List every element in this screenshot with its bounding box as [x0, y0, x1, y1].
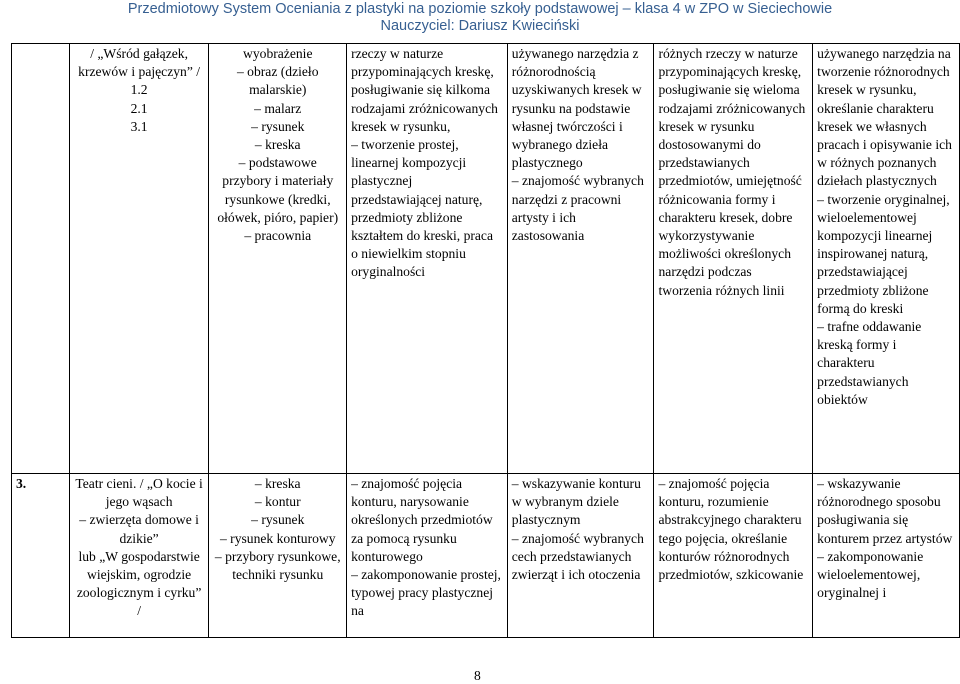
topic-text: / „Wśród gałązek, krzewów i pajęczyn” / 1.2 2.1 3.1 [78, 46, 201, 134]
concepts-cell [209, 474, 347, 638]
table-row [12, 474, 960, 638]
requirements-cell [813, 44, 960, 474]
requirements-text: – znajomość pojęcia konturu, narysowanie określonych przedmiotów za pomocą rysunku konturowego – zakomponowanie prostej, typowej pracy plastycznej na [351, 476, 501, 619]
requirements-cell [654, 474, 813, 638]
requirements-cell [507, 474, 654, 638]
requirements-cell [654, 44, 813, 474]
row-number-cell [12, 44, 70, 474]
requirements-text: używanego narzędzia z różnorodnością uzyskiwanych kresek w rysunku na podstawie własnej twórczości i wybranego dzieła plastycznego – znajomość wybranych narzędzi z pracowni artysty i ich zastosowania [511, 46, 644, 244]
requirements-text: rzeczy w naturze przypominających kreskę, posługiwanie się kilkoma rodzajami zróżnicowanych kresek w rysunku, – tworzenie prostej, linearnej kompozycji plastycznej przedstawiającej naturę, przedmioty zbliżone kształtem do kreski, praca o niewielkim stopniu oryginalności [351, 46, 498, 280]
concepts-cell [209, 44, 347, 474]
requirements-cell [507, 44, 654, 474]
requirements-cell [347, 44, 508, 474]
requirements-text: – wskazywanie konturu w wybranym dziele plastycznym – znajomość wybranych cech przedstawianych zwierząt i ich otoczenia [511, 476, 644, 583]
topic-cell [69, 474, 209, 638]
header-title: Przedmiotowy System Oceniania z plastyki na poziomie szkoły podstawowej – klasa 4 w ZPO w Sieciechowie [127, 1, 833, 17]
requirements-cell [813, 474, 960, 638]
requirements-text: – wskazywanie różnorodnego sposobu posługiwania się konturem przez artystów – zakomponowanie wieloelementowej, oryginalnej i [817, 476, 953, 601]
row-number-cell: 3. [12, 474, 70, 638]
page-header [0, 0, 960, 38]
requirements-text: używanego narzędzia na tworzenie różnorodnych kresek w rysunku, określanie charakteru kresek we własnych pracach i opisywanie ich w różnych poznanych dziełach plastycznych – tworzenie oryginalnej, wieloelementowej kompozycji linearnej inspirowanej naturą, przedstawiającej przedmioty zbliżone formą do kreski – trafne oddawanie kreską formy i charakteru przedstawianych obiektów [817, 46, 952, 407]
requirements-text: różnych rzeczy w naturze przypominających kreskę, posługiwanie się wieloma rodzajami zróżnicowanych kresek w rysunku dostosowanymi do przedstawianych przedmiotów, umiejętność różnicowania formy i charakteru kresek, dobre wykorzystywanie możliwości określonych narzędzi podczas tworzenia różnych linii [658, 46, 806, 298]
page-number: 8 [474, 668, 481, 683]
concepts-text: wyobrażenie – obraz (dzieło malarskie) – malarz – rysunek – kreska – podstawowe przybory i materiały rysunkowe (kredki, ołówek, pióro, papier) – pracownia [217, 46, 339, 244]
assessment-table [11, 43, 960, 638]
topic-text: Teatr cieni. / „O kocie i jego wąsach – zwierzęta domowe i dzikie” lub „W gospodarstwie wiejskim, ogrodzie zoologicznym i cyrku” / [75, 476, 203, 619]
requirements-text: – znajomość pojęcia konturu, rozumienie abstrakcyjnego charakteru tego pojęcia, określanie konturów różnorodnych przedmiotów, szkicowanie [658, 476, 804, 583]
concepts-text: – kreska – kontur – rysunek – rysunek konturowy – przybory rysunkowe, techniki rysunku [214, 476, 341, 583]
header-teacher: Nauczyciel: Dariusz Kwieciński [380, 18, 580, 34]
table-row [12, 44, 960, 474]
requirements-cell [347, 474, 508, 638]
topic-cell [69, 44, 209, 474]
